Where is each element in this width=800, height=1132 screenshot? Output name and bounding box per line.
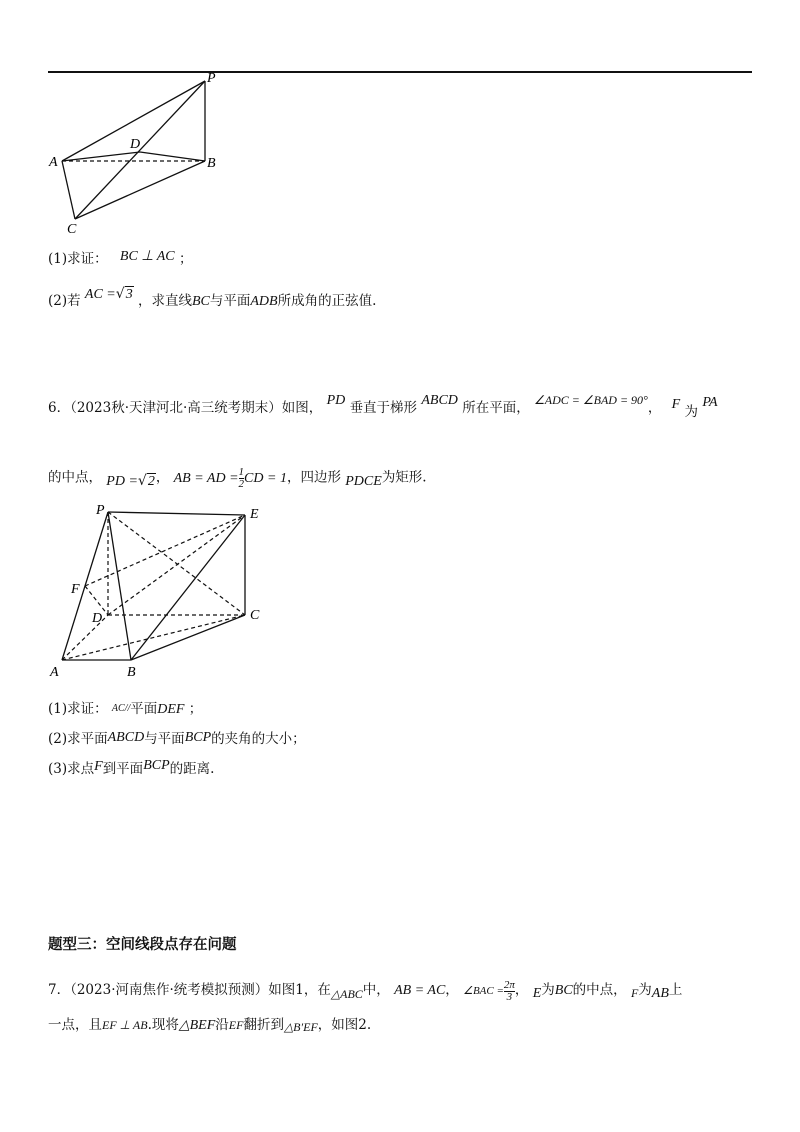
q7-line2: 一点，且EF ⊥ AB.现将△BEF沿EF翻折到△B′EF，如图2. [48, 1017, 372, 1034]
q6-part2: (2)求平面ABCD与平面BCP的夹角的大小； [48, 730, 306, 747]
q6-part3: (3)求点F到平面BCP的距离. [48, 758, 215, 777]
fig1-label-a: A [49, 155, 58, 170]
q7-line1: 7．（2023·河南焦作·统考模拟预测）如图1，在△ABC中， AB = AC， ∠BAC = $\frac{2\pi}{3}$ ， E为BC的中点， F为AB上 [48, 979, 683, 1003]
fig2-label-c: C [250, 608, 260, 623]
q5-part2: (2)若 AC =√3 ，求直线BC与平面ADB所成角的正弦值. [48, 286, 377, 309]
q6-line1: 6．（2023秋·天津河北·高三统考期末）如图， PD 垂直于梯形 ABCD 所在平面， ∠ADC = ∠BAD = 90°， F 为 PA [48, 393, 718, 420]
fig2-label-f: F [71, 582, 80, 597]
fig2-label-a: A [50, 665, 59, 680]
fig2-label-b: B [127, 665, 136, 680]
fig1-label-d: D [130, 137, 141, 152]
q6-part1: (1)求证： AC//平面DEF ； [48, 701, 203, 717]
fig2-label-d: D [92, 611, 103, 626]
section-heading: 题型三：空间线段点存在问题 [48, 937, 237, 953]
q5-part1: (1)求证： BC ⊥ AC ； [48, 249, 193, 267]
fig1-label-c: C [67, 222, 77, 237]
figure-1-pyramid [40, 70, 240, 240]
fig2-label-p: P [96, 503, 105, 518]
fig2-label-e: E [250, 507, 259, 522]
q6-line2: 的中点， PD =√2， AB = AD = $\frac{1}{2}$ CD = 1，四边形 PDCE为矩形. [48, 466, 427, 490]
fig1-label-b: B [207, 156, 216, 171]
fig1-label-p: P [207, 71, 216, 86]
figure-2-solid [40, 500, 270, 685]
